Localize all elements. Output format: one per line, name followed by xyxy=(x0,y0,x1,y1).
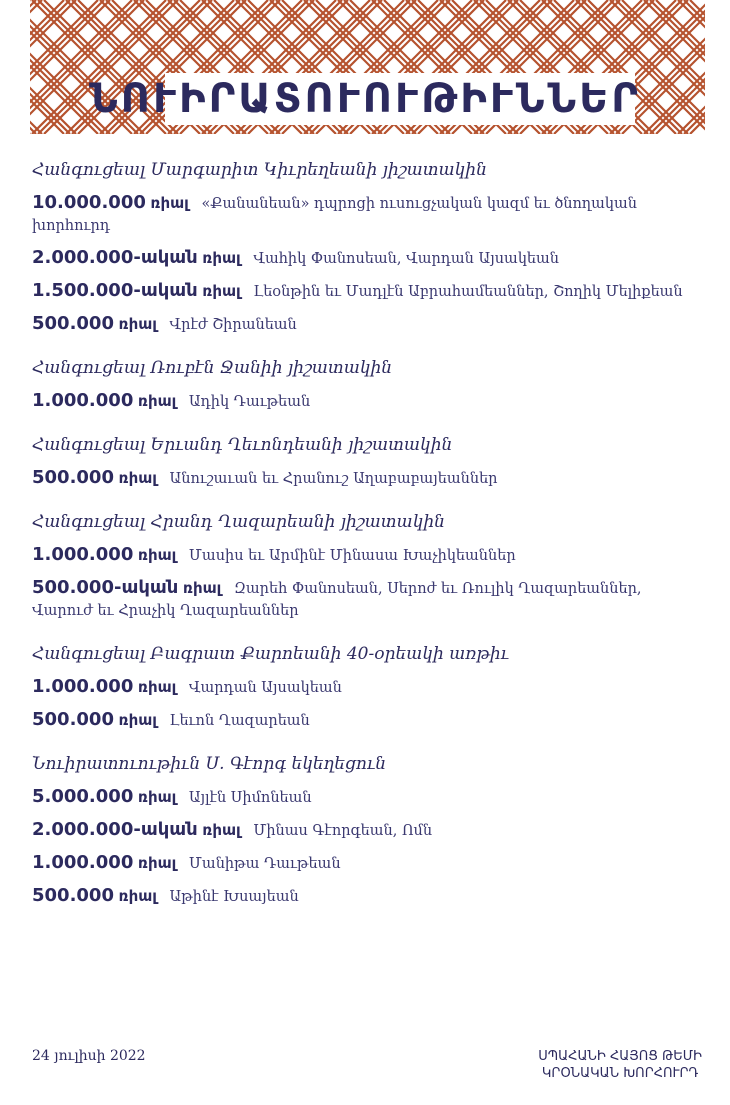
donations-list xyxy=(32,160,702,930)
donation-amount: 1.000.000 xyxy=(32,852,134,873)
donation-entry xyxy=(32,247,702,270)
donation-entry xyxy=(32,467,702,490)
donation-section xyxy=(32,435,702,490)
currency-unit: ռիալ xyxy=(137,392,177,410)
donation-amount: 5.000.000 xyxy=(32,786,134,807)
currency-unit: ռիալ xyxy=(118,315,157,333)
donation-entry xyxy=(32,280,702,303)
donation-entry xyxy=(32,313,702,336)
donor-names: Ադիկ Դաւթեան xyxy=(188,394,311,410)
donation-section xyxy=(32,160,702,336)
donation-entry xyxy=(32,390,702,413)
donor-names: Վահիկ Փանոսեան, Վարդան Այսակեան xyxy=(253,251,560,267)
donor-names: Աթինէ Խսայեան xyxy=(169,889,299,905)
donor-names: Վրէժ Շիրանեան xyxy=(169,317,297,333)
currency-unit: ռիալ xyxy=(150,194,189,212)
currency-unit: ռիալ xyxy=(202,282,241,300)
currency-unit: ռիալ xyxy=(137,788,177,806)
donation-section xyxy=(32,644,702,732)
donor-names: Մանիթա Դաւթեան xyxy=(188,856,341,872)
organization-line-2: ԿՐՕՆԱԿԱՆ ԽՈՐՀՈՒՐԴ xyxy=(541,1066,699,1081)
donation-amount: 1.500.000-ական xyxy=(32,280,198,301)
donation-entry xyxy=(32,192,702,237)
donation-entry xyxy=(32,786,702,809)
donor-names: Լեօնթին եւ Մադլէն Աբրահամեաններ, Շողիկ Մելիքեան xyxy=(253,284,683,300)
currency-unit: ռիալ xyxy=(137,546,177,564)
donation-amount: 500.000 xyxy=(32,467,114,488)
organization-line-1: ՍՊԱՀԱՆԻ ՀԱՅՈՑ ԹԵՄԻ xyxy=(538,1049,702,1064)
section-heading: Նուիրատուութիւն Ս. Գէորգ եկեղեցուն xyxy=(32,754,387,774)
donation-entry xyxy=(32,544,702,567)
currency-unit: ռիալ xyxy=(202,821,241,839)
donation-section xyxy=(32,512,702,622)
donation-amount: 500.000-ական xyxy=(32,577,179,598)
publication-date: 24 յուլիսի 2022 xyxy=(32,1048,146,1064)
donation-amount: 1.000.000 xyxy=(32,676,134,697)
donation-amount: 2.000.000-ական xyxy=(32,247,198,268)
donation-section xyxy=(32,358,702,413)
donation-amount: 500.000 xyxy=(32,885,114,906)
currency-unit: ռիալ xyxy=(137,678,177,696)
donation-section xyxy=(32,754,702,908)
donor-names: Անուշաւան եւ Հրանուշ Աղաբաբայեաններ xyxy=(169,471,498,487)
section-heading: Հանգուցեալ Հրանդ Ղազարեանի յիշատակին xyxy=(32,512,445,532)
donor-names: Վարդան Այսակեան xyxy=(188,680,342,696)
section-heading: Հանգուցեալ Մարգարիտ Կիւրեղեանի յիշատակին xyxy=(32,160,487,180)
currency-unit: ռիալ xyxy=(118,887,157,905)
donor-names: Մինաս Գէորգեան, Ոմն xyxy=(253,823,433,839)
donation-amount: 10.000.000 xyxy=(32,192,146,213)
donation-amount: 1.000.000 xyxy=(32,544,134,565)
organization-signature xyxy=(538,1048,702,1082)
donor-names: Լեւոն Ղազարեան xyxy=(169,713,310,729)
donation-entry xyxy=(32,852,702,875)
donor-names: Զարեհ Փանոսեան, Սերոժ եւ Ռուլիկ Ղազարեաններ, Վարուժ եւ Հրաչիկ Ղազարեաններ xyxy=(32,581,642,619)
donor-names: «Քանանեան» դպրոցի ուսուցչական կազմ եւ ծնողական խորհուրդ xyxy=(32,196,637,234)
donation-amount: 500.000 xyxy=(32,709,114,730)
currency-unit: ռիալ xyxy=(118,469,157,487)
currency-unit: ռիալ xyxy=(202,249,241,267)
page-title: ՆՈՒԻՐԱՏՈՒՈՒԹԻՒՆՆԵՐ xyxy=(89,76,641,122)
currency-unit: ռիալ xyxy=(182,579,222,597)
currency-unit: ռիալ xyxy=(118,711,157,729)
donation-entry xyxy=(32,676,702,699)
donor-names: Մասիս եւ Արմինէ Մինասա Խաչիկեաններ xyxy=(188,548,516,564)
donation-entry xyxy=(32,709,702,732)
donation-amount: 500.000 xyxy=(32,313,114,334)
donation-amount: 2.000.000-ական xyxy=(32,819,198,840)
currency-unit: ռիալ xyxy=(137,854,177,872)
section-heading: Հանգուցեալ Բագրատ Քարոեանի 40-օրեակի առթիւ xyxy=(32,644,509,664)
donor-names: Այլէն Սիմոնեան xyxy=(188,790,312,806)
section-heading: Հանգուցեալ Ռուբէն Ջանիի յիշատակին xyxy=(32,358,393,378)
donation-entry xyxy=(32,885,702,908)
donation-amount: 1.000.000 xyxy=(32,390,134,411)
donation-entry xyxy=(32,819,702,842)
section-heading: Հանգուցեալ Երւանդ Ղեւոնդեանի յիշատակին xyxy=(32,435,453,455)
donation-entry xyxy=(32,577,702,622)
